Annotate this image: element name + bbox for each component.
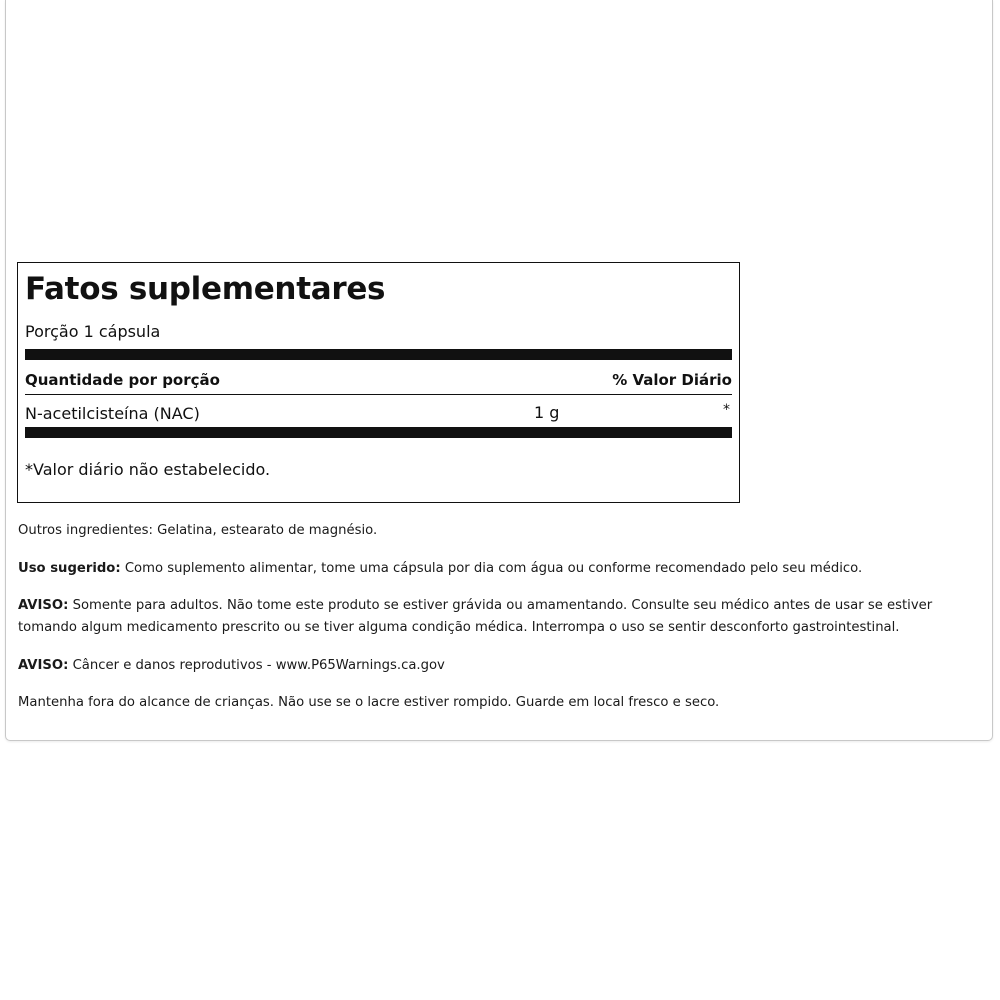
ingredient-name: N-acetilcisteína (NAC): [25, 404, 200, 423]
serving-size: Porção 1 cápsula: [25, 322, 161, 341]
warning-adults: [18, 595, 978, 639]
warning-label: AVISO:: [18, 658, 69, 673]
divider-thin: [25, 394, 732, 395]
storage-instructions: Mantenha fora do alcance de crianças. Não use se o lacre estiver rompido. Guarde em local fresco e seco.: [18, 695, 720, 710]
warning-prop65: [18, 655, 978, 677]
suggested-use: [18, 558, 978, 580]
ingredient-amount: 1 g: [534, 403, 560, 422]
divider-thick-bottom: [25, 427, 732, 438]
supplement-facts-box: [17, 262, 740, 503]
warning-adults-text: Somente para adultos. Não tome este produto se estiver grávida ou amamentando. Consulte seu médico antes de usar se estiver tomando algum medicamento prescrito ou se tiver alguma condição médica. Interrompa o uso se sentir desconforto gastrointestinal.: [18, 598, 933, 635]
daily-value-footnote: *Valor diário não estabelecido.: [25, 460, 271, 479]
suggested-use-text: Como suplemento alimentar, tome uma cápsula por dia com água ou conforme recomendado pelo seu médico.: [120, 561, 863, 576]
divider-thick: [25, 349, 732, 360]
suggested-use-label: Uso sugerido:: [18, 561, 121, 576]
facts-title: Fatos suplementares: [25, 271, 386, 307]
warning-prop65-text: Câncer e danos reprodutivos - www.P65Warnings.ca.gov: [68, 658, 445, 673]
daily-value-header: % Valor Diário: [612, 371, 732, 389]
amount-per-serving-header: Quantidade por porção: [25, 371, 220, 389]
ingredient-daily-value: *: [723, 402, 730, 418]
warning-label: AVISO:: [18, 598, 69, 613]
other-ingredients: Outros ingredientes: Gelatina, estearato de magnésio.: [18, 523, 378, 538]
